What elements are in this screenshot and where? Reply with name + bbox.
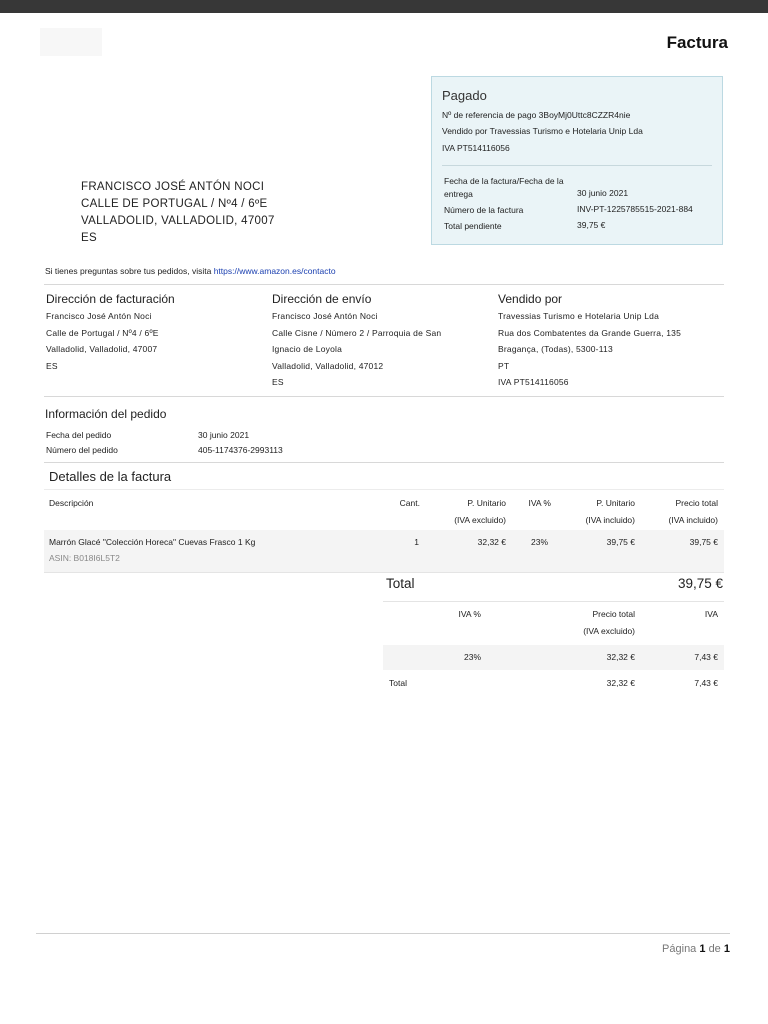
header-unit-price-excl — [454, 495, 506, 529]
vat-row-vat: 7,43 € — [694, 652, 718, 662]
page-word: Página — [662, 943, 697, 955]
vat-row-total-excl: 32,32 € — [606, 652, 635, 662]
invoice-details-title: Detalles de la factura — [49, 469, 172, 484]
order-date-value: 30 junio 2021 — [198, 430, 250, 440]
logo-placeholder — [40, 28, 102, 56]
contact-notice — [45, 266, 336, 276]
vat-total-label: Total — [389, 678, 407, 688]
payment-summary-box — [431, 76, 723, 245]
seller-vat: IVA PT514116056 — [442, 143, 510, 153]
page-indicator — [662, 943, 730, 955]
vat-row-pct: 23% — [463, 652, 481, 662]
divider — [383, 601, 724, 602]
header-line: (IVA excluido) — [454, 515, 506, 525]
document-title: Factura — [666, 33, 728, 52]
payment-reference: Nº de referencia de pago 3BoyMj0Uttc8CZZR4nie — [442, 110, 631, 120]
total-pending-label: Total pendiente — [444, 221, 502, 231]
shipping-line: Ignacio de Loyola — [272, 344, 343, 354]
vat-total-excl: 32,32 € — [606, 678, 635, 688]
billing-line: Francisco José Antón Noci — [46, 311, 152, 321]
item-asin: ASIN: B018I6L5T2 — [49, 553, 120, 563]
billing-line: ES — [46, 360, 58, 371]
header-line: Precio total — [592, 609, 635, 619]
divider — [44, 489, 724, 490]
shipping-title: Dirección de envío — [272, 292, 372, 306]
item-unit-incl: 39,75 € — [606, 537, 635, 547]
shipping-line: Calle Cisne / Número 2 / Parroquia de San — [272, 327, 442, 338]
divider — [44, 462, 724, 463]
divider — [44, 396, 724, 397]
address-line: FRANCISCO JOSÉ ANTÓN NOCI — [81, 181, 265, 193]
invoice-number-value: INV-PT-1225785515-2021-884 — [577, 204, 693, 214]
contact-link[interactable]: https://www.amazon.es/contacto — [213, 266, 336, 276]
billing-line: Valladolid, Valladolid, 47007 — [46, 344, 158, 354]
item-total-incl: 39,75 € — [689, 537, 718, 547]
order-date-label: Fecha del pedido — [46, 430, 112, 440]
total-pending-value: 39,75 € — [577, 220, 606, 230]
header-unit-price-incl — [586, 495, 635, 529]
billing-address — [46, 308, 159, 374]
billing-title: Dirección de facturación — [46, 292, 175, 306]
header-line: (IVA incluido) — [668, 515, 718, 525]
header-qty: Cant. — [399, 498, 420, 508]
seller-line: Rua dos Combatentes da Grande Guerra, 135 — [498, 327, 682, 338]
vat-total-vat: 7,43 € — [694, 678, 718, 688]
seller-line: PT — [498, 360, 510, 371]
address-line: CALLE DE PORTUGAL / Nº4 / 6ºE — [81, 198, 268, 210]
vat-header-total-excl — [583, 606, 635, 640]
invoice-number-label: Número de la factura — [444, 205, 524, 215]
shipping-address — [272, 308, 441, 391]
order-number-value: 405-1174376-2993113 — [198, 445, 283, 455]
address-line: VALLADOLID, VALLADOLID, 47007 — [81, 215, 275, 227]
vat-header-pct: IVA % — [458, 609, 481, 619]
divider — [44, 284, 724, 285]
item-vat-pct: 23% — [530, 537, 548, 547]
shipping-line: Francisco José Antón Noci — [272, 311, 378, 321]
order-number-label: Número del pedido — [46, 445, 118, 455]
billing-line: Calle de Portugal / Nº4 / 6ºE — [46, 327, 159, 338]
item-unit-excl: 32,32 € — [477, 537, 506, 547]
divider — [442, 165, 712, 166]
customer-address — [81, 179, 275, 247]
seller-line: Vendido por Travessias Turismo e Hotelaria Unip Lda — [442, 126, 643, 136]
footer-divider — [36, 933, 730, 934]
current-page: 1 — [699, 943, 706, 955]
invoice-date-value: 30 junio 2021 — [577, 188, 629, 198]
seller-address — [498, 308, 681, 391]
seller-line: Bragança, (Todas), 5300-113 — [498, 344, 613, 354]
header-line: (IVA excluido) — [583, 626, 635, 636]
vat-row — [383, 645, 724, 670]
payment-status: Pagado — [442, 88, 487, 103]
contact-text: Si tienes preguntas sobre tus pedidos, visita — [45, 266, 214, 276]
header-line: (IVA incluido) — [585, 515, 635, 525]
seller-line: Travessias Turismo e Hotelaria Unip Lda — [498, 311, 660, 321]
header-line: P. Unitario — [467, 498, 506, 508]
item-description: Marrón Glacé "Colección Horeca" Cuevas Frasco 1 Kg — [49, 537, 256, 547]
header-total-price — [669, 495, 718, 529]
divider — [44, 572, 724, 573]
header-line: P. Unitario — [596, 498, 635, 508]
of-word: de — [708, 943, 721, 955]
total-value: 39,75 € — [677, 576, 723, 591]
vat-header-vat: IVA — [704, 609, 718, 619]
seller-line: IVA PT514116056 — [498, 377, 569, 387]
shipping-line: ES — [272, 377, 284, 387]
total-pages: 1 — [723, 943, 730, 955]
order-info-title: Información del pedido — [45, 407, 167, 421]
top-bar — [0, 0, 768, 13]
item-qty: 1 — [414, 537, 419, 547]
invoice-date-label: Fecha de la factura/Fecha de la entrega — [444, 176, 564, 199]
address-line: ES — [81, 232, 97, 244]
header-description: Descripción — [49, 498, 94, 508]
seller-title: Vendido por — [498, 292, 563, 306]
shipping-line: Valladolid, Valladolid, 47012 — [272, 360, 384, 371]
header-vat-pct: IVA % — [528, 498, 551, 508]
header-line: Precio total — [675, 498, 718, 508]
total-label: Total — [386, 576, 415, 591]
